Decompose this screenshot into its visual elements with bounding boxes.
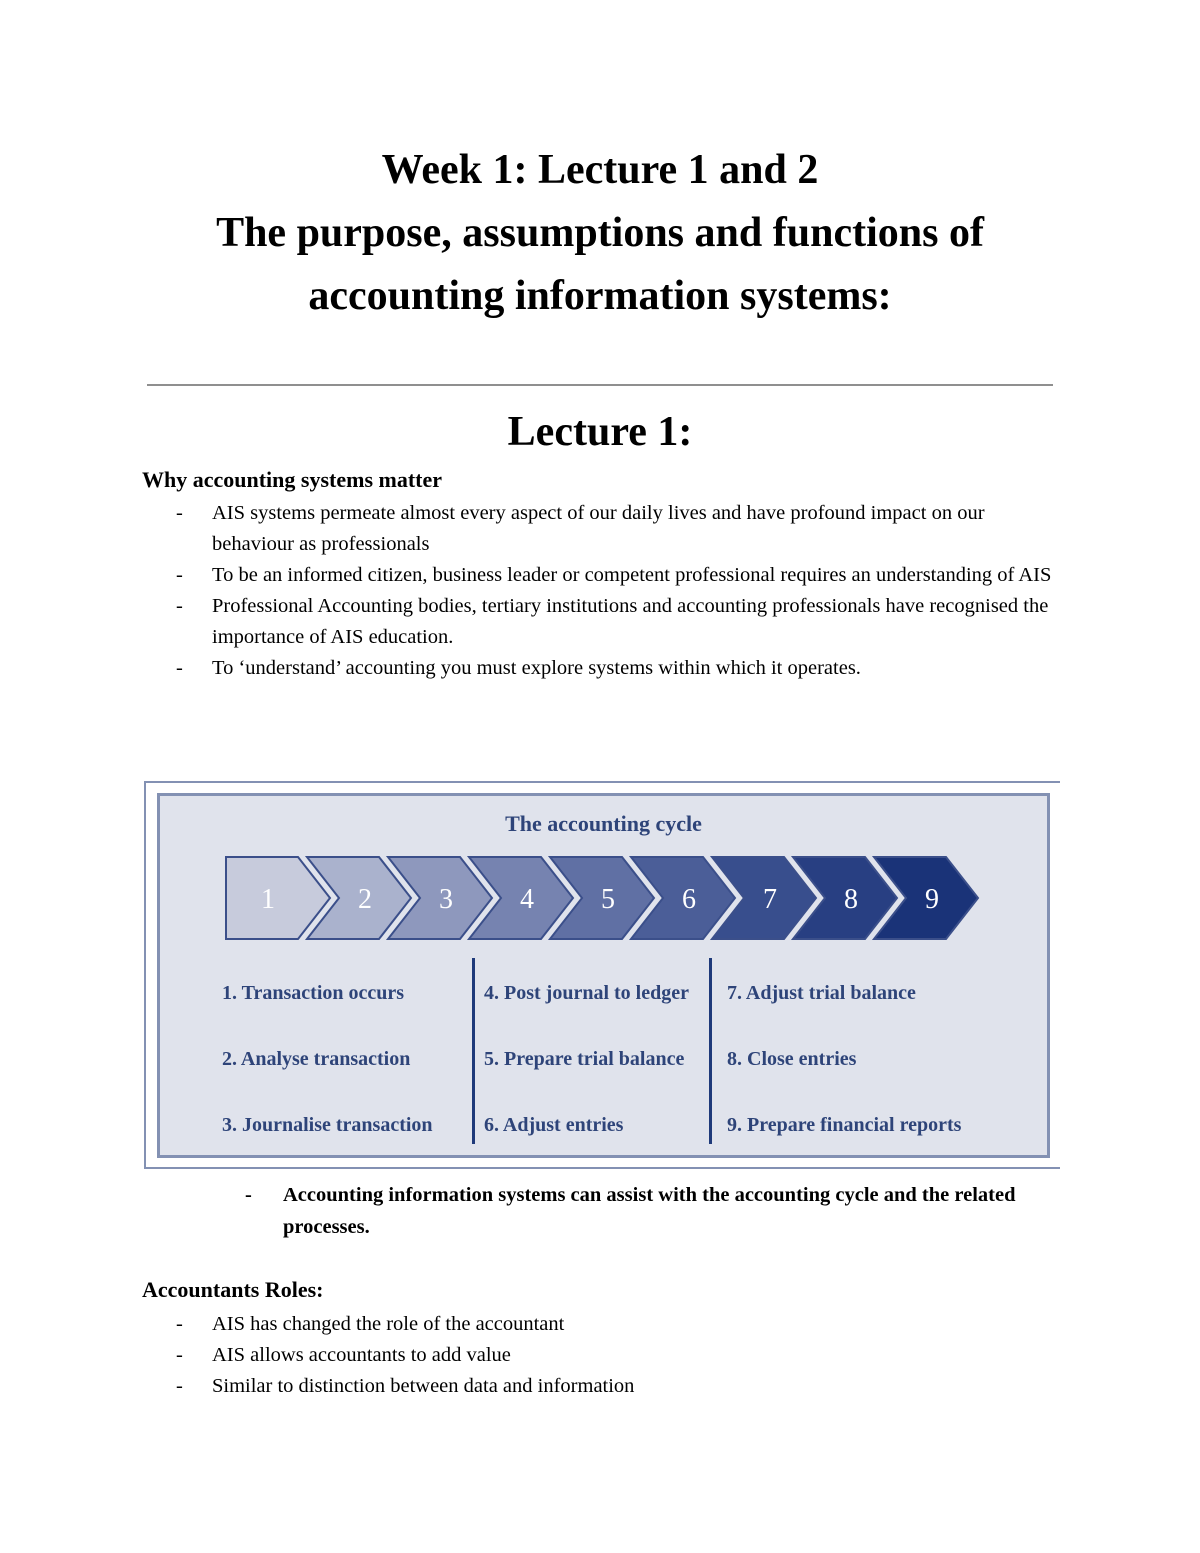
section-heading-why-matter: Why accounting systems matter — [142, 467, 443, 492]
figure-title: The accounting cycle — [505, 811, 702, 836]
list-item-text: AIS allows accountants to add value — [212, 1344, 511, 1366]
cycle-step-8: 8. Close entries — [727, 1048, 857, 1070]
list-item — [142, 1309, 1062, 1340]
list-item — [142, 1371, 1062, 1402]
dash-marker: - — [176, 595, 183, 617]
chevron-number-4: 4 — [520, 884, 534, 915]
accounting-cycle-figure — [157, 793, 1050, 1158]
dash-marker: - — [176, 564, 183, 586]
chevron-number-3: 3 — [439, 884, 453, 915]
bold-note — [245, 1179, 1065, 1243]
dash-marker: - — [176, 1344, 183, 1366]
dash-marker: - — [176, 1313, 183, 1335]
bullet-list-accountants-roles — [142, 1309, 1062, 1402]
chevron-number-2: 2 — [358, 884, 372, 915]
cycle-step-3: 3. Journalise transaction — [222, 1114, 433, 1136]
bullet-list-why-matter — [142, 498, 1062, 684]
chevron-step-1 — [226, 857, 330, 939]
cycle-step-4: 4. Post journal to ledger — [484, 982, 689, 1004]
dash-marker: - — [245, 1184, 252, 1206]
cycle-step-5: 5. Prepare trial balance — [484, 1048, 685, 1070]
chevron-number-1: 1 — [261, 884, 275, 915]
cycle-step-2: 2. Analyse transaction — [222, 1048, 411, 1070]
list-item-text: AIS systems permeate almost every aspect of our daily lives and have profound impact on our behaviour as professionals — [212, 502, 985, 555]
chevron-number-7: 7 — [763, 884, 777, 915]
chevron-number-8: 8 — [844, 884, 858, 915]
list-item — [142, 560, 1062, 591]
dash-marker: - — [176, 502, 183, 524]
list-item-text: To ‘understand’ accounting you must explore systems within which it operates. — [212, 657, 861, 679]
section-heading-accountants-roles: Accountants Roles: — [142, 1277, 324, 1302]
list-item-text: Professional Accounting bodies, tertiary institutions and accounting professionals have recognised the importance of AIS education. — [212, 595, 1049, 648]
document-title-line-2: The purpose, assumptions and functions of — [216, 210, 984, 256]
cycle-step-9: 9. Prepare financial reports — [727, 1114, 962, 1136]
horizontal-divider — [147, 384, 1053, 386]
chevron-number-6: 6 — [682, 884, 696, 915]
accounting-cycle-chevrons — [218, 852, 988, 944]
cycle-step-1: 1. Transaction occurs — [222, 982, 405, 1004]
list-item-text: To be an informed citizen, business leader or competent professional requires an understanding of AIS — [212, 564, 1052, 586]
list-item — [142, 1340, 1062, 1371]
cycle-step-6: 6. Adjust entries — [484, 1114, 624, 1136]
chevron-number-9: 9 — [925, 884, 939, 915]
bold-note-text: Accounting information systems can assist with the accounting cycle and the related processes. — [283, 1184, 1016, 1238]
list-item — [142, 591, 1062, 653]
list-item-text: Similar to distinction between data and information — [212, 1375, 635, 1397]
list-item-text: AIS has changed the role of the accountant — [212, 1313, 565, 1335]
dash-marker: - — [176, 1375, 183, 1397]
dash-marker: - — [176, 657, 183, 679]
lecture-heading: Lecture 1: — [507, 409, 693, 455]
document-title-line-1: Week 1: Lecture 1 and 2 — [381, 147, 819, 193]
list-item — [142, 498, 1062, 560]
list-item — [142, 653, 1062, 684]
document-title-line-3: accounting information systems: — [308, 273, 892, 319]
cycle-step-7: 7. Adjust trial balance — [727, 982, 916, 1004]
column-divider — [472, 958, 475, 1144]
column-divider — [709, 958, 712, 1144]
chevron-number-5: 5 — [601, 884, 615, 915]
